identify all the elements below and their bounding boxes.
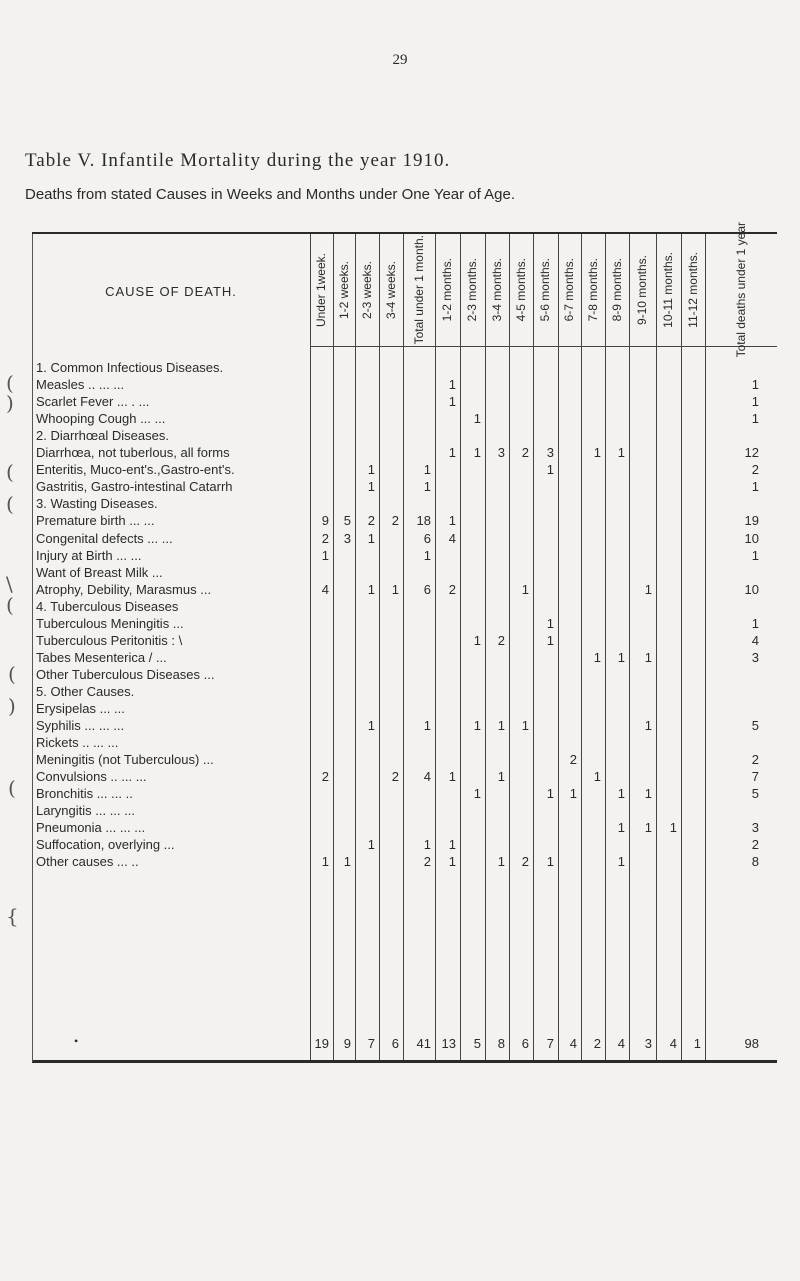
totals-marker: • (74, 1034, 79, 1048)
table-cell: 1 (751, 411, 759, 427)
table-row (32, 854, 777, 871)
table-cell: 2 (751, 462, 759, 478)
cause-label: Convulsions .. ... ... (36, 769, 147, 785)
total-cell: 7 (546, 1036, 554, 1051)
table-cell: 2 (448, 581, 456, 597)
total-cell: 9 (343, 1036, 351, 1051)
table-cell: 2 (751, 752, 759, 768)
table-row (32, 394, 777, 411)
section-heading-row (32, 684, 777, 701)
table-cell: 18 (416, 513, 431, 529)
table-cell: 4 (321, 581, 329, 597)
column-header-label: 1-2 months. (440, 258, 455, 322)
table-cell: 1 (367, 530, 375, 546)
table-row (32, 650, 777, 667)
table-cell: 1 (617, 854, 625, 870)
table-cell: 1 (546, 615, 554, 631)
column-header-label: 10-11 months. (661, 252, 676, 328)
cause-label: Other causes ... .. (36, 854, 139, 870)
table-cell: 1 (423, 718, 431, 734)
column-rule (379, 234, 380, 1060)
column-header-label: 7-8 months. (585, 258, 600, 322)
table-cell: 1 (473, 718, 481, 734)
table-row (32, 582, 777, 599)
table-cell: 1 (343, 854, 351, 870)
total-cell: 7 (367, 1036, 375, 1051)
brace-mark: { (6, 904, 19, 928)
cause-label: Tuberculous Peritonitis : \ (36, 632, 183, 648)
column-header (333, 236, 355, 344)
table-cell: 7 (751, 769, 759, 785)
table-cell: 2 (321, 769, 329, 785)
table-cell: 1 (448, 769, 456, 785)
table-cell: 1 (367, 718, 375, 734)
column-header (355, 236, 379, 344)
column-rule (333, 234, 334, 1060)
table-cell: 1 (367, 462, 375, 478)
total-cell: 4 (617, 1036, 625, 1051)
column-rule (355, 234, 356, 1060)
table-row (32, 667, 777, 684)
table-cell: 5 (343, 513, 351, 529)
cause-label: Enteritis, Muco-ent's.,Gastro-ent's. (36, 462, 235, 478)
table-title: Table V. Infantile Mortality during the year 1910. (25, 150, 451, 171)
table-cell: 4 (423, 769, 431, 785)
table-cell: 1 (497, 769, 505, 785)
table-cell: 1 (367, 479, 375, 495)
table-cell: 1 (644, 718, 652, 734)
totals-row (32, 1036, 777, 1054)
table-cell: 1 (751, 547, 759, 563)
table-row (32, 837, 777, 854)
table-cell: 9 (321, 513, 329, 529)
table-row (32, 445, 777, 462)
total-cell: 4 (569, 1036, 577, 1051)
table-cell: 1 (751, 615, 759, 631)
column-header (509, 236, 533, 344)
table-row (32, 616, 777, 633)
brace-mark: ( (6, 460, 14, 484)
column-rule (558, 234, 559, 1060)
section-heading: 5. Other Causes. (36, 683, 135, 699)
section-heading-row (32, 496, 777, 513)
brace-mark: ( (6, 492, 14, 516)
column-header-label: 5-6 months. (538, 258, 553, 322)
cause-label: Premature birth ... ... (36, 513, 155, 529)
cause-label: Whooping Cough ... ... (36, 411, 166, 427)
column-header (533, 236, 558, 344)
brace-mark: ) (8, 694, 16, 718)
table-cell: 4 (751, 632, 759, 648)
table-cell: 1 (423, 462, 431, 478)
section-heading-row (32, 599, 777, 616)
table-cell: 1 (423, 837, 431, 853)
table-cell: 3 (546, 445, 554, 461)
total-cell: 41 (416, 1036, 431, 1051)
table-cell: 1 (546, 854, 554, 870)
page-number: 29 (392, 52, 408, 68)
column-rule (581, 234, 582, 1060)
table-row (32, 735, 777, 752)
column-rule (533, 234, 534, 1060)
section-heading: 3. Wasting Diseases. (36, 496, 158, 512)
table-cell: 19 (744, 513, 759, 529)
column-header (485, 236, 509, 344)
column-rule (509, 234, 510, 1060)
section-heading: 1. Common Infectious Diseases. (36, 360, 224, 375)
table-cell: 1 (669, 820, 677, 836)
table-cell: 1 (593, 649, 601, 665)
column-rule (656, 234, 657, 1060)
cause-label: Gastritis, Gastro-intestinal Catarrh (36, 479, 233, 495)
cause-label: Congenital defects ... ... (36, 530, 173, 546)
table-cell: 1 (521, 718, 529, 734)
total-cell: 5 (473, 1036, 481, 1051)
table-row (32, 479, 777, 496)
table-cell: 2 (521, 445, 529, 461)
column-rule (705, 234, 706, 1060)
table-cell: 3 (751, 820, 759, 836)
cause-label: Diarrhœa, not tuberlous, all forms (36, 445, 230, 461)
total-cell: 6 (521, 1036, 529, 1051)
cause-label: Suffocation, overlying ... (36, 837, 175, 853)
table-row (32, 803, 777, 820)
table-row (32, 786, 777, 803)
cause-label: Injury at Birth ... ... (36, 547, 142, 563)
column-header-label: Under 1week. (314, 252, 329, 328)
brace-mark: ( (8, 662, 16, 686)
table-cell: 2 (497, 632, 505, 648)
brace-mark: ( (8, 776, 16, 800)
section-heading: 2. Diarrhœal Diseases. (36, 428, 169, 444)
table-cell: 1 (391, 581, 399, 597)
table-row (32, 565, 777, 582)
table-row (32, 701, 777, 718)
column-rule (605, 234, 606, 1060)
table-cell: 1 (546, 462, 554, 478)
column-rule (435, 234, 436, 1060)
cause-label: Bronchitis ... ... .. (36, 786, 133, 802)
table-cell: 1 (617, 445, 625, 461)
brace-mark: ( (6, 371, 14, 395)
table-cell: 1 (546, 632, 554, 648)
cause-label: Erysipelas ... ... (36, 701, 125, 716)
column-header (705, 222, 777, 358)
column-rule (485, 234, 486, 1060)
section-heading: 4. Tuberculous Diseases (36, 598, 179, 614)
cause-label: Tuberculous Meningitis ... (36, 615, 184, 631)
table-row (32, 718, 777, 735)
table-cell: 2 (569, 752, 577, 768)
table-cell: 1 (448, 394, 456, 410)
table-cell: 4 (448, 530, 456, 546)
column-header (629, 236, 656, 344)
table-row (32, 548, 777, 565)
column-header-label: 1-2 weeks. (336, 260, 351, 320)
column-header (581, 236, 605, 344)
column-header-label: 2-3 months. (465, 258, 480, 322)
table-row (32, 633, 777, 650)
cause-label: Pneumonia ... ... ... (36, 820, 146, 836)
table-cell: 1 (521, 581, 529, 597)
table-cell: 1 (617, 820, 625, 836)
table-row (32, 752, 777, 769)
table-cell: 1 (617, 649, 625, 665)
total-cell: 2 (593, 1036, 601, 1051)
total-cell: 1 (693, 1036, 701, 1051)
column-header-label: 2-3 weeks. (359, 260, 374, 320)
table-cell: 1 (593, 445, 601, 461)
table-cell: 3 (343, 530, 351, 546)
table-cell: 10 (744, 581, 759, 597)
column-header-label: Total deaths under 1 year (733, 222, 748, 358)
brace-mark: ) (6, 391, 14, 415)
cause-label: Syphilis ... ... ... (36, 718, 125, 734)
total-cell: 4 (669, 1036, 677, 1051)
total-cell: 8 (497, 1036, 505, 1051)
total-cell: 13 (441, 1036, 456, 1051)
table-subtitle: Deaths from stated Causes in Weeks and Months under One Year of Age. (25, 186, 516, 203)
table-cell: 1 (644, 786, 652, 802)
cause-label: Laryngitis ... ... ... (36, 803, 135, 819)
column-header (558, 236, 581, 344)
section-heading-row (32, 428, 777, 445)
column-header (379, 236, 403, 344)
column-header (656, 236, 681, 344)
column-header-label: 3-4 months. (489, 258, 504, 322)
cause-label: Meningitis (not Tuberculous) ... (36, 752, 214, 768)
table-cell: 1 (448, 445, 456, 461)
table-cell: 5 (751, 786, 759, 802)
cause-label: Other Tuberculous Diseases ... (36, 666, 215, 682)
column-header-label: 9-10 months. (635, 254, 650, 326)
column-header-label: 8-9 months. (609, 258, 624, 322)
column-header (403, 236, 435, 344)
column-header (460, 236, 485, 344)
table-cell: 5 (751, 718, 759, 734)
table-cell: 1 (423, 547, 431, 563)
table-cell: 1 (473, 786, 481, 802)
table-bottom-rule (32, 1060, 777, 1063)
table-cell: 1 (497, 854, 505, 870)
total-cell: 3 (644, 1036, 652, 1051)
table-row (32, 769, 777, 786)
header-rule (310, 346, 777, 347)
column-header (681, 236, 705, 344)
table-cell: 1 (321, 854, 329, 870)
column-header-label: 6-7 months. (562, 258, 577, 322)
cause-label: Tabes Mesenterica / ... (36, 649, 167, 665)
table-cell: 8 (751, 854, 759, 870)
table-cell: 2 (391, 769, 399, 785)
cause-column-header: CAUSE OF DEATH. (105, 284, 237, 299)
table-cell: 1 (644, 820, 652, 836)
table-cell: 6 (423, 581, 431, 597)
column-rule (310, 234, 311, 1060)
column-rule (629, 234, 630, 1060)
table-cell: 1 (473, 445, 481, 461)
table-row (32, 411, 777, 428)
table-cell: 1 (473, 632, 481, 648)
table-cell: 1 (448, 377, 456, 393)
table-cell: 1 (751, 479, 759, 495)
column-header-label: 4-5 months. (513, 258, 528, 322)
cause-label: Atrophy, Debility, Marasmus ... (36, 581, 212, 597)
table-cell: 1 (751, 377, 759, 393)
table-cell: 1 (448, 513, 456, 529)
table-top-rule (32, 232, 777, 234)
table-cell: 1 (617, 786, 625, 802)
column-header-label: 3-4 weeks. (383, 260, 398, 320)
table-cell: 12 (744, 445, 759, 461)
column-header (605, 236, 629, 344)
column-header (310, 236, 333, 344)
table-cell: 1 (644, 581, 652, 597)
cause-label: Measles .. ... ... (36, 377, 125, 393)
section-heading-row (32, 360, 777, 377)
table-row (32, 513, 777, 530)
table-cell: 2 (751, 837, 759, 853)
column-rule (681, 234, 682, 1060)
table-row (32, 377, 777, 394)
table-cell: 3 (751, 649, 759, 665)
table-cell: 1 (321, 547, 329, 563)
total-cell: 98 (744, 1036, 759, 1051)
table-cell: 1 (423, 479, 431, 495)
total-cell: 6 (391, 1036, 399, 1051)
table-cell: 1 (546, 786, 554, 802)
column-rule (460, 234, 461, 1060)
column-header-label: 11-12 months. (685, 252, 700, 328)
table-cell: 3 (497, 445, 505, 461)
table-cell: 2 (367, 513, 375, 529)
column-header (435, 236, 460, 344)
table-cell: 1 (473, 411, 481, 427)
table-cell: 2 (521, 854, 529, 870)
table-row (32, 462, 777, 479)
table-cell: 1 (367, 837, 375, 853)
cause-label: Scarlet Fever ... . ... (36, 394, 150, 410)
total-cell: 19 (314, 1036, 329, 1051)
table-cell: 1 (448, 837, 456, 853)
table-cell: 1 (593, 769, 601, 785)
column-rule (403, 234, 404, 1060)
table-cell: 1 (751, 394, 759, 410)
table-cell: 2 (391, 513, 399, 529)
table-cell: 2 (423, 854, 431, 870)
brace-mark: \ (6, 572, 13, 596)
table-cell: 1 (448, 854, 456, 870)
column-header-label: Total under 1 month. (411, 235, 426, 345)
table-cell: 1 (569, 786, 577, 802)
table-cell: 1 (644, 649, 652, 665)
table-row (32, 531, 777, 548)
table-cell: 10 (744, 530, 759, 546)
cause-label: Want of Breast Milk ... (36, 564, 163, 580)
table-row (32, 820, 777, 837)
table-cell: 1 (367, 581, 375, 597)
table-cell: 2 (321, 530, 329, 546)
brace-mark: ( (6, 593, 14, 617)
cause-label: Rickets .. ... ... (36, 735, 119, 751)
table-cell: 1 (497, 718, 505, 734)
table-cell: 6 (423, 530, 431, 546)
